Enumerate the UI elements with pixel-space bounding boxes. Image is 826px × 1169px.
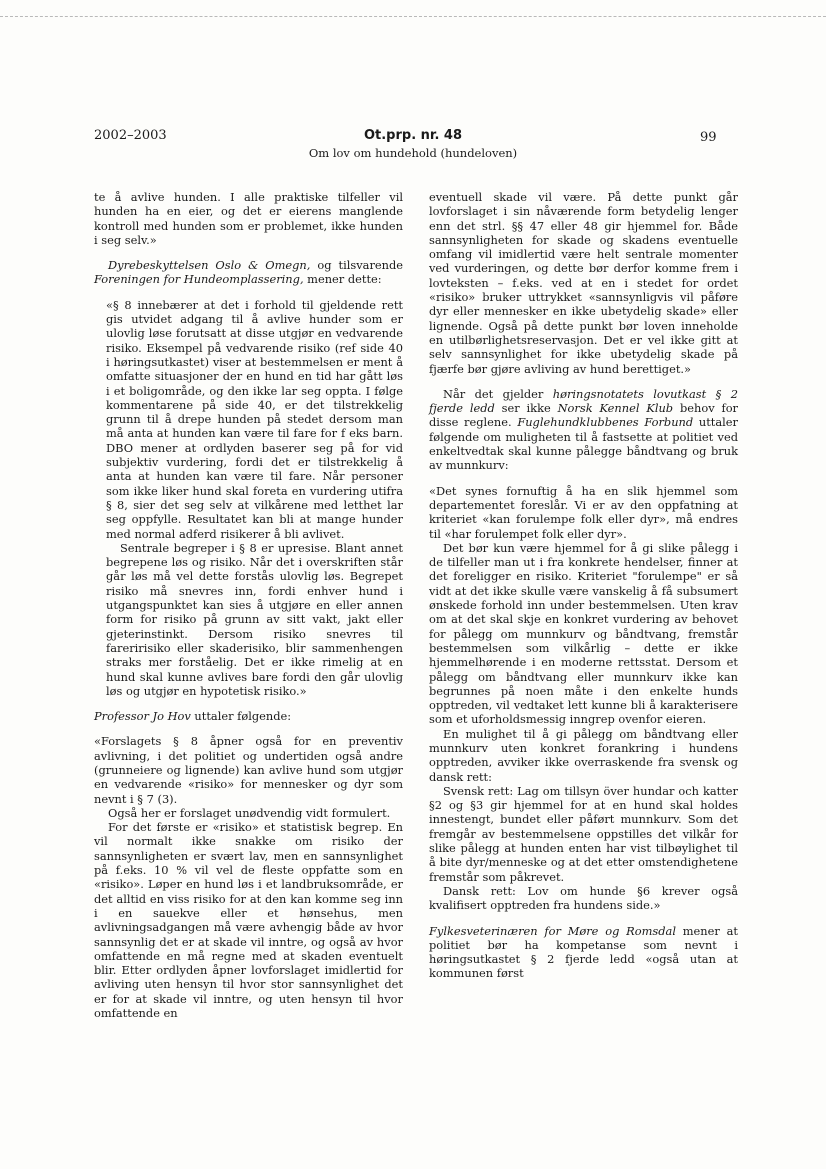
paragraph: Dyrebeskyttelsen Oslo & Omegn, og tilsvarende Foreningen for Hundeomplassering, mener dette:: [94, 258, 403, 287]
paragraph: te å avlive hunden. I alle praktiske tilfeller vil hunden ha en eier, og det er eierens manglende kontroll med hunden som er problemet, ikke hunden i seg selv.»: [94, 190, 403, 247]
right-column: [429, 190, 738, 981]
quote-paragraph: Svensk rett: Lag om tillsyn över hundar och katter §2 og §3 gir hjemmel for at en hund skal holdes innestengt, bundet eller påført munnkurv. Som det fremgår av bestemmelsene oppstilles det vilkår for slike pålegg at hunden enten har vist tilbøylighet til å bite dyr/menneske og at det etter omstendighetene fremstår som påkrevet.: [429, 783, 738, 884]
quote-paragraph: For det første er «risiko» et statistisk begrep. En vil normalt ikke snakke om risiko der sannsynligheten er svært lav, men en sannsynlighet på f.eks. 10 % vil vel de fleste oppfatte som en «risiko». Løper en hund løs i et landbruksområde, er det alltid en viss risiko for at den kan komme seg inn i en sauekve eller et hønsehus, men avlivningsadgangen må være avhengig både av hvor sannsynlig det er at skade vil inntre, og også av hvor omfattende en må regne med at skaden eventuelt blir. Etter ordlyden åpner lovforslaget imidlertid for avliving uten hensyn til hvor stor sannsynlighet det er for at skade vil inntre, og uten hensyn til hvor omfattende en: [94, 820, 403, 1021]
quote-paragraph: «Det synes fornuftig å ha en slik hjemmel som departementet foreslår. Vi er av den oppfatning at kriteriet «kan forulempe folk eller dyr», må endres til «har forulempet folk eller dyr».: [429, 483, 738, 541]
person-name: Professor Jo Hov: [94, 709, 191, 724]
quote-paragraph: En mulighet til å gi pålegg om båndtvang eller munnkurv uten konkret forankring i hundens opptreden, avviker ikke overraskende fra svensk og dansk rett:: [429, 726, 738, 784]
document-subtitle: Om lov om hundehold (hundeloven): [308, 146, 518, 160]
header-years: 2002–2003: [94, 128, 167, 143]
quote-paragraph: «§ 8 innebærer at det i forhold til gjeldende rett gis utvidet adgang til å avlive hunder som er ulovlig løse forutsatt at disse utgjør en vedvarende risiko. Eksempel på vedvarende risiko (ref side 40 i høringsutkastet) viser at bestemmelsen er ment å omfatte situasjoner der en hund en tid har gått løs i et boligområde, og den ikke lar seg oppta. I følge kommentarene på side 40, er det tilstrekkelig grunn til å drepe hunden på stedet dersom man må anta at hunden kan være til fare for f eks barn. DBO mener at ordlyden baserer seg på for vid subjektiv vurdering, fordi det er tilstrekkelig å anta at hunden kan være til fare. Når personer som ikke liker hund skal foreta en vurdering utifra § 8, sier det seg selv at vilkårene med letthet lar seg oppfylle. Resultatet kan bli at mange hunder med normal adferd risikerer å bli avlivet.: [106, 297, 403, 541]
paragraph: eventuell skade vil være. På dette punkt går lovforslaget i sin nåværende form betydelig lenger enn det strl. §§ 47 eller 48 gir hjemmel for. Både sannsynligheten for skade og skadens eventuelle omfang vil imidlertid være helt sentrale momenter ved vurderingen, og dette bør derfor komme frem i lovteksten – f.eks. ved at en i stedet for ordet «risiko» bruker uttrykket «sannsynligvis vil påføre dyr eller mennesker en ikke ubetydelig skade» eller lignende. Også på dette punkt bør loven inneholde en utilbørlighetsreservasjon. Det er vel ikke gitt at selv sannsynlighet for ikke ubetydelig skade på fjærfe bør gjøre avliving av hund berettiget.»: [429, 190, 738, 376]
paragraph: Professor Jo Hov uttaler følgende:: [94, 709, 292, 724]
paragraph: Fylkesveterinæren for Møre og Romsdal mener at politiet bør ha kompetanse som nevnt i høringsutkastet § 2 fjerde ledd «også utan at kommunen først: [429, 923, 738, 981]
paragraph: Når det gjelder høringsnotatets lovutkast § 2 fjerde ledd ser ikke Norsk Kennel Klub behov for disse reglene. Fuglehundklubbenes Forbund uttaler følgende om muligheten til å fastsette at politiet ved enkeltvedtak skal kunne pålegge båndtvang og bruk av munnkurv:: [429, 386, 738, 473]
document-title: Ot.prp. nr. 48: [363, 128, 463, 143]
organization-name: Fylkesveterinæren for Møre og Romsdal: [429, 923, 676, 938]
quote-paragraph: Sentrale begreper i § 8 er upresise. Blant annet begrepene løs og risiko. Når det i overskriften står går løs må vel dette forstås ulovlig løs. Begrepet risiko må snevres inn, fordi enhver hund i utgangspunktet kan sies å utgjøre en eller annen form for risiko på grunn av sitt vakt, jakt eller gjeterinstinkt. Dersom risiko snevres til fareririsiko eller skaderisiko, blir sammenhengen straks mer forståelig. Det er ikke rimelig at en hund skal kunne avlives bare fordi den går ulovlig løs og utgjør en hypotetisk risiko.»: [106, 540, 403, 698]
quote-paragraph: Dansk rett: Lov om hunde §6 krever også kvalifisert opptreden fra hundens side.»: [429, 883, 738, 913]
quote-paragraph: Det bør kun være hjemmel for å gi slike pålegg i de tilfeller man ut i fra konkrete hendelser, finner at det foreligger en risiko. Kriteriet "forulempe" er så vidt at det ikke skulle være vanskelig å få subsumert ønskede forhold inn under bestemmelsen. Uten krav om at det skal skje en konkret vurdering av behovet for pålegg om munnkurv og båndtvang, fremstår bestemmelsen som vilkårlig – dette er ikke hjemmelhørende i en moderne rettsstat. Dersom et pålegg om båndtvang eller munnkurv ikke kan begrunnes på noen måte i den enkelte hunds opptreden, vil vedtaket lett kunne bli å karakterisere som et uforholdsmessig inngrep ovenfor eieren.: [429, 540, 738, 727]
organization-name: Norsk Kennel Klub: [557, 401, 674, 416]
left-column: [94, 190, 403, 1020]
organization-name: Fuglehundklubbenes Forbund: [517, 415, 694, 430]
document-reference: høringsnotatets lovutkast § 2 fjerde ledd: [429, 386, 738, 416]
organization-name: Foreningen for Hundeomplassering,: [94, 272, 304, 287]
quote-paragraph: Også her er forslaget unødvendig vidt formulert.: [108, 805, 391, 820]
quote-paragraph: «Forslagets § 8 åpner også for en preventiv avlivning, i det politiet og undertiden også andre (grunneiere og lignende) kan avlive hund som utgjør en vedvarende «risiko» for mennesker og dyr som nevnt i § 7 (3).: [94, 734, 403, 806]
organization-name: Dyrebeskyttelsen Oslo & Omegn,: [108, 258, 311, 273]
page-number: 99: [700, 130, 717, 145]
scan-edge-line: [0, 16, 826, 17]
